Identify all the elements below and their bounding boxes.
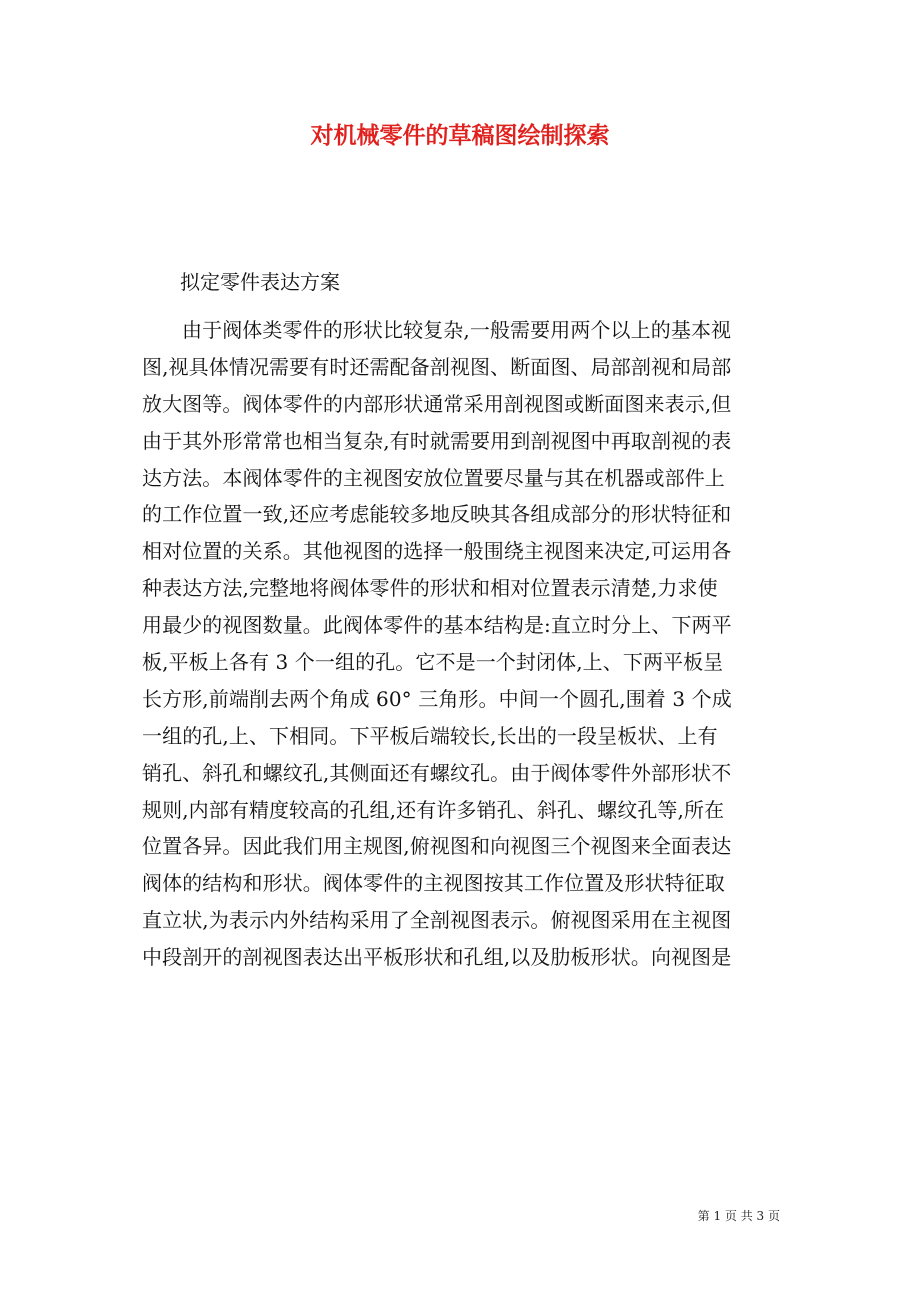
paragraph-line: 的工作位置一致,还应考虑能较多地反映其各组成部分的形状特征和 — [142, 502, 732, 527]
section-heading: 拟定零件表达方案 — [180, 270, 340, 294]
paragraph-line: 由于阀体类零件的形状比较复杂,一般需要用两个以上的基本视 — [182, 318, 732, 342]
page-number: 第 1 页 共 3 页 — [697, 1209, 780, 1223]
paragraph-line: 种表达方法,完整地将阀体零件的形状和相对位置表示清楚,力求使 — [142, 576, 718, 601]
paragraph-line: 由于其外形常常也相当复杂,有时就需要用到剖视图中再取剖视的表 — [142, 428, 732, 453]
paragraph-line: 中段剖开的剖视图表达出平板形状和孔组,以及肋板形状。向视图是 — [142, 945, 732, 970]
paragraph-line: 阀体的结构和形状。阀体零件的主视图按其工作位置及形状特征取 — [142, 871, 725, 896]
paragraph-line: 一组的孔,上、下相同。下平板后端较长,长出的一段呈板状、上有 — [142, 723, 718, 748]
body-paragraph — [142, 312, 782, 976]
paragraph-line: 相对位置的关系。其他视图的选择一般围绕主视图来决定,可运用各 — [142, 539, 732, 564]
paragraph-line: 图,视具体情况需要有时还需配备剖视图、断面图、局部剖视和局部 — [142, 354, 732, 379]
paragraph-line: 规则,内部有精度较高的孔组,还有许多销孔、斜孔、螺纹孔等,所在 — [142, 797, 725, 822]
paragraph-line: 位置各异。因此我们用主规图,俯视图和向视图三个视图来全面表达 — [142, 834, 732, 859]
paragraph-line: 销孔、斜孔和螺纹孔,其侧面还有螺纹孔。由于阀体零件外部形状不 — [142, 760, 732, 785]
paragraph-line: 放大图等。阀体零件的内部形状通常采用剖视图或断面图来表示,但 — [142, 391, 732, 416]
paragraph-line: 达方法。本阀体零件的主视图安放位置要尽量与其在机器或部件上 — [142, 465, 725, 490]
document-title: 对机械零件的草稿图绘制探索 — [310, 122, 610, 149]
paragraph-line: 直立状,为表示内外结构采用了全剖视图表示。俯视图采用在主视图 — [142, 908, 732, 933]
paragraph-line: 长方形,前端削去两个角成 60° 三角形。中间一个圆孔,围着 3 个成 — [142, 686, 732, 711]
paragraph-line: 板,平板上各有 3 个一组的孔。它不是一个封闭体,上、下两平板呈 — [142, 650, 724, 675]
paragraph-line: 用最少的视图数量。此阀体零件的基本结构是:直立时分上、下两平 — [142, 613, 732, 638]
